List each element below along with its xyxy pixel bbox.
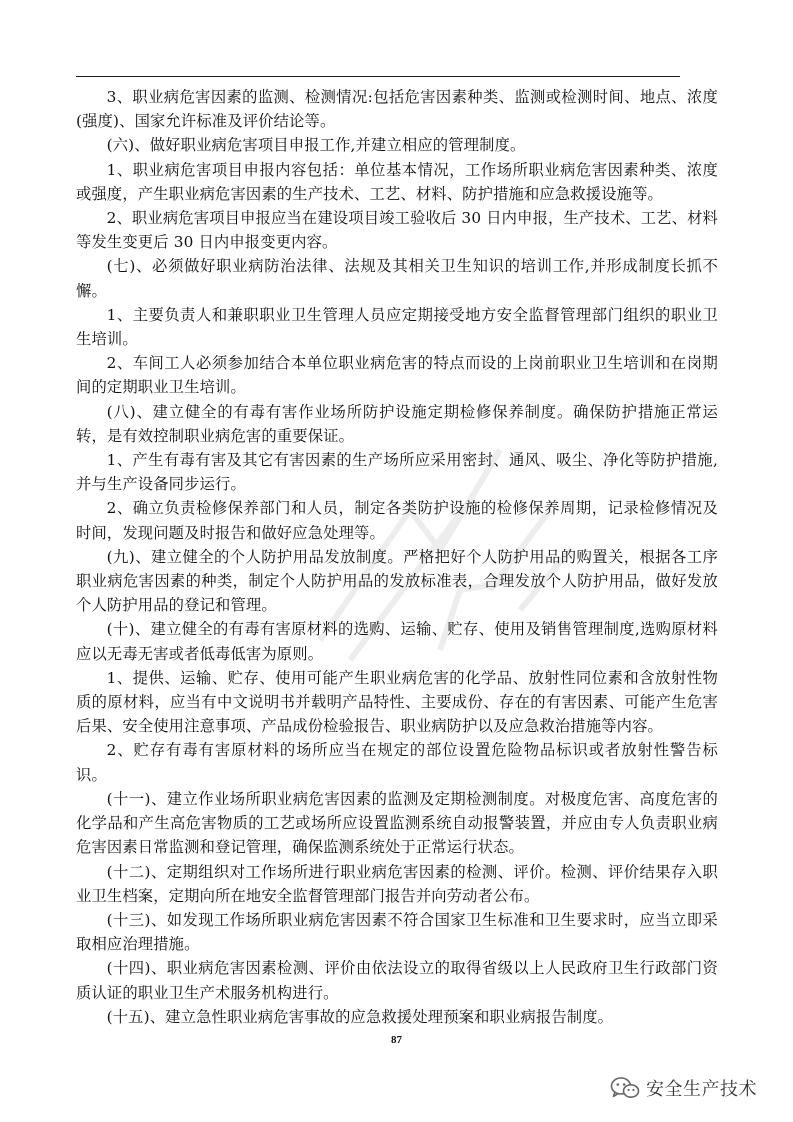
paragraph: 2、职业病危害项目申报应当在建设项目竣工验收后 30 日内申报，生产技术、工艺、材料等发生变更后 30 日内申报变更内容。 — [76, 209, 718, 252]
paragraph: 2、车间工人必须参加结合本单位职业病危害的特点而设的上岗前职业卫生培训和在岗期间的定期职业卫生培训。 — [76, 354, 718, 397]
paragraph: 1、产生有毒有害及其它有害因素的生产场所应采用密封、通风、吸尘、净化等防护措施,并与生产设备同步运行。 — [76, 451, 718, 494]
paragraph: (六)、做好职业病危害项目申报工作,并建立相应的管理制度。 — [106, 136, 526, 155]
paragraph: (七)、必须做好职业病防治法律、法规及其相关卫生知识的培训工作,并形成制度长抓不懈。 — [76, 257, 718, 300]
paragraph: (十四)、职业病危害因素检测、评价由依法设立的取得省级以上人民政府卫生行政部门资质认证的职业卫生产术服务机构进行。 — [76, 959, 718, 1002]
paragraph: 1、提供、运输、贮存、使用可能产生职业病危害的化学品、放射性同位素和含放射性物质的原材料，应当有中文说明书并载明产品特性、主要成份、存在的有害因素、可能产生危害后果、安全使用注意事项、产品成份检验报告、职业病防护以及应急救治措施等内容。 — [76, 668, 718, 736]
paragraph: 2、确立负责检修保养部门和人员，制定各类防护设施的检修保养周期，记录检修情况及时间，发现问题及时报告和做好应急处理等。 — [76, 499, 718, 542]
paragraph: 3、职业病危害因素的监测、检测情况:包括危害因素种类、监测或检测时间、地点、浓度(强度)、国家允许标准及评价结论等。 — [76, 88, 718, 131]
paragraph: (十五)、建立急性职业病危害事故的应急救援处理预案和职业病报告制度。 — [106, 1007, 614, 1026]
paragraph: (十一)、建立作业场所职业病危害因素的监测及定期检测制度。对极度危害、高度危害的化学品和产生高危害物质的工艺或场所应设置监测系统自动报警装置，并应由专人负责职业病危害因素日常监测和登记管理，确保监测系统处于正常运行状态。 — [76, 789, 718, 857]
paragraph: (十三)、如发现工作场所职业病危害因素不符合国家卫生标准和卫生要求时，应当立即采取相应治理措施。 — [76, 910, 718, 954]
account-name: 安全生产技术 — [646, 1079, 757, 1100]
paragraph: (十二)、定期组织对工作场所进行职业病危害因素的检测、评价。检测、评价结果存入职业卫生档案，定期向所在地安全监督管理部门报告并向劳动者公布。 — [76, 862, 718, 905]
paragraph: 1、主要负责人和兼职职业卫生管理人员应定期接受地方安全监督管理部门组织的职业卫生培训。 — [76, 305, 718, 349]
header-rule — [76, 76, 680, 77]
paragraph: 1、职业病危害项目申报内容包括：单位基本情况，工作场所职业病危害因素种类、浓度或强度，产生职业病危害因素的生产技术、工艺、材料、防护措施和应急救援设施等。 — [76, 160, 718, 203]
page-number: 87 — [391, 1034, 402, 1046]
paragraph: 2、贮存有毒有害原材料的场所应当在规定的部位设置危险物品标识或者放射性警告标识。 — [76, 741, 718, 784]
document-body — [76, 85, 718, 1029]
wechat-icon — [610, 1076, 640, 1100]
paragraph: (九)、建立健全的个人防护用品发放制度。严格把好个人防护用品的购置关，根据各工序职业病危害因素的种类，制定个人防护用品的发放标准表，合理发放个人防护用品，做好发放个人防护用品的登记和管理。 — [76, 547, 718, 615]
paragraph: (十)、建立健全的有毒有害原材料的选购、运输、贮存、使用及销售管理制度,选购原材料应以无毒无害或者低毒低害为原则。 — [76, 620, 718, 663]
account-branding[interactable] — [610, 1074, 757, 1102]
paragraph: (八)、建立健全的有毒有害作业场所防护设施定期检修保养制度。确保防护措施正常运转，是有效控制职业病危害的重要保证。 — [76, 402, 718, 445]
